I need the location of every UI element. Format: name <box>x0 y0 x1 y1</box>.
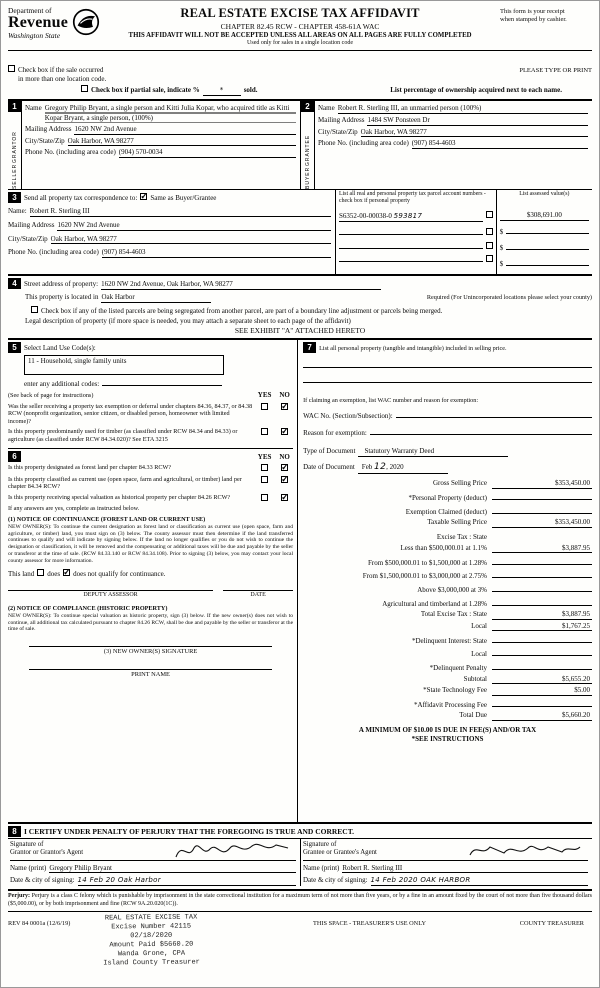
multi-location-checkbox[interactable] <box>8 65 15 72</box>
corr-name-row <box>8 207 331 217</box>
percentage-ownership-note: List percentage of ownership acquired next to each name. <box>390 86 562 95</box>
receipt-note-block <box>500 6 592 24</box>
assessed-row-1 <box>500 211 589 221</box>
legal-description-label: Legal description of property (if more space is needed, you may attach a separate sheet to each page of the affidavit) <box>25 317 351 326</box>
sec6-q2-no-checkbox[interactable] <box>281 476 288 483</box>
exemption-label: If claiming an exemption, list WAC number and reason for exemption: <box>303 396 479 404</box>
buyer-address-field[interactable]: 1484 SW Ponsteen Dr <box>367 116 588 126</box>
grantor-signature-labels: Signature of Grantor or Grantor's Agent <box>10 841 296 861</box>
continuance-qualify-row <box>8 569 293 579</box>
grantor-name-label: Name (print) <box>10 863 47 872</box>
sec6-yes-header: YES <box>257 452 272 461</box>
assessed-row-2 <box>500 225 589 237</box>
stamp-date: 02/18/2020 <box>130 931 173 941</box>
buyer-address-label: Mailing Address <box>318 115 365 124</box>
seller-address-field[interactable]: 1620 NW 2nd Avenue <box>74 125 296 135</box>
send-correspondence-label: Send all property tax correspondence to: <box>24 194 138 203</box>
multi-location-label: Check box if the sale occurred in more than one location code. <box>18 65 107 83</box>
tax-row: Subtotal $5,655.20 <box>463 674 590 683</box>
land-use-code-value: 11 - Household, single family units <box>28 356 127 365</box>
seller-csz-field[interactable]: Oak Harbor, WA 98277 <box>68 137 296 147</box>
sec6-no-header: NO <box>279 452 290 461</box>
tax-row: *Delinquent Penalty <box>303 661 592 673</box>
subtotal-value[interactable]: $5,655.20 <box>492 675 592 685</box>
same-as-buyer-checkbox[interactable] <box>140 193 147 200</box>
buyer-name-label: Name <box>318 104 335 113</box>
grantor-date-label: Date & city of signing: <box>10 876 75 885</box>
sec5-q2-no-checkbox[interactable] <box>281 428 288 435</box>
section-3-badge: 3 <box>8 192 21 203</box>
wac-label: WAC No. (Section/Subsection): <box>303 412 393 421</box>
partial-sale-percent-field[interactable]: * <box>203 86 241 96</box>
partial-sale-checkbox[interactable] <box>81 85 88 92</box>
delinquent-interest-local-value[interactable] <box>492 647 592 657</box>
street-address-label: Street address of property: <box>24 280 99 289</box>
required-county-note: Required (For Unincorporated locations please select your county) <box>426 293 592 301</box>
buyer-address-row <box>318 116 588 126</box>
receipt-note-line1: This form is your receipt <box>500 8 565 15</box>
sec6-q2-yes-checkbox[interactable] <box>261 476 268 483</box>
notice-compliance-title: (2) NOTICE OF COMPLIANCE (HISTORIC PROPERTY) <box>8 604 168 612</box>
tax-correspondence-section <box>8 190 592 276</box>
corr-address-label: Mailing Address <box>8 220 55 229</box>
grantor-signature <box>172 839 292 863</box>
corr-csz-label: City/State/Zip <box>8 234 48 243</box>
assessed-value-2-field[interactable] <box>506 225 589 234</box>
buyer-phone-label: Phone No. (including area code) <box>318 139 409 148</box>
grantee-signature-labels: Signature of Grantee or Grantee's Agent <box>303 841 588 861</box>
parcel-number-1-field[interactable]: S6352-00-00038-0 593817 <box>339 212 483 222</box>
certification-section <box>8 824 592 892</box>
delinquent-interest-state-value[interactable] <box>492 633 592 643</box>
deputy-assessor-signature-row <box>8 590 293 600</box>
form-subtitle: CHAPTER 82.45 RCW - CHAPTER 458-61A WAC <box>220 21 380 31</box>
land-does-checkbox[interactable] <box>37 569 44 576</box>
parcel-number-2-field[interactable] <box>339 226 483 235</box>
doc-date-handwritten-day: 12 <box>374 461 387 472</box>
tax-row: Taxable Selling Price $353,450.00 <box>427 518 590 527</box>
sec5-q2-yes-checkbox[interactable] <box>261 428 268 435</box>
doc-date-field[interactable]: Feb 12, 2020 <box>358 462 448 474</box>
segregated-checkbox[interactable] <box>31 306 38 313</box>
buyer-phone-field[interactable]: (907) 854-4603 <box>412 139 588 149</box>
form-header <box>8 4 592 51</box>
treasurer-stamp <box>103 913 200 969</box>
top-checkbox-area <box>8 51 592 101</box>
sec6-question-3 <box>8 494 293 503</box>
sec6-q1-yes-checkbox[interactable] <box>261 464 268 471</box>
footer <box>8 912 592 972</box>
tax-row: From $1,500,000.01 to $3,000,000 at 2.75% <box>303 569 592 581</box>
notice-compliance-body: NEW OWNER(S): To continue special valuation as historic property, sign (3) below. If the new owner(s) does not wish to continue, all additional tax calculated pursuant to chapter 84.26 RCW, shall be due and payable by the seller or transferor at the time of sale. <box>8 612 294 633</box>
assessed-value-4-field[interactable] <box>506 257 589 266</box>
doc-type-label: Type of Document <box>303 446 356 455</box>
assessed-value-3-field[interactable] <box>506 241 589 250</box>
corr-phone-label: Phone No. (including area code) <box>8 248 99 257</box>
additional-codes-field[interactable] <box>102 377 222 386</box>
corr-name-label: Name: <box>8 207 27 216</box>
grantor-date-row <box>10 876 296 886</box>
tax-row: Total Due $5,660.20 <box>459 711 590 720</box>
assessed-row-3 <box>500 241 589 253</box>
total-due-value[interactable]: $5,660.20 <box>492 711 592 721</box>
tax-row: Less than $500,000.01 at 1.1% $3,887.95 <box>400 543 590 552</box>
section-7-badge: 7 <box>303 342 316 353</box>
buyer-side-strip <box>301 101 315 189</box>
parcel-number-3-field[interactable] <box>339 240 483 249</box>
sec5-q1-yes-checkbox[interactable] <box>261 403 268 410</box>
grantor-date-city-value[interactable]: 14 Feb 20 Oak Harbor <box>78 876 296 886</box>
grantee-name-value[interactable]: Robert R. Sterling III <box>342 864 588 874</box>
county-treasurer-label: COUNTY TREASURER <box>519 919 584 927</box>
perjury-lead: Perjury: <box>8 893 30 900</box>
partial-sold-label: sold. <box>243 86 258 95</box>
corr-csz-row <box>8 235 331 245</box>
parcel-row-1 <box>339 211 493 222</box>
grantee-name-row <box>303 864 588 874</box>
additional-codes-label: enter any additional codes: <box>24 379 100 388</box>
seller-phone-row <box>25 148 296 158</box>
sec5-question-2 <box>8 428 293 444</box>
tax-row: *State Technology Fee $5.00 <box>423 685 590 694</box>
section-6-badge: 6 <box>8 451 21 462</box>
seller-grantor-vertical-label: SELLER GRANTOR <box>11 131 18 190</box>
tax-row: Total Excise Tax : State $3,887.95 <box>420 610 590 619</box>
dept-state-label: Washington State <box>8 31 61 41</box>
form-warning: THIS AFFIDAVIT WILL NOT BE ACCEPTED UNLESS ALL AREAS ON ALL PAGES ARE FULLY COMPLETED <box>128 32 472 39</box>
sec6-q3-no-checkbox[interactable] <box>281 494 288 501</box>
parties-section <box>8 101 592 190</box>
located-in-field[interactable]: Oak Harbor <box>101 293 211 303</box>
sec6-q3-yes-checkbox[interactable] <box>261 494 268 501</box>
grantee-date-row <box>303 876 588 886</box>
corr-phone-row <box>8 248 331 258</box>
left-column <box>8 340 297 822</box>
grantor-name-value[interactable]: Gregory Philip Bryant <box>49 864 296 874</box>
buyer-phone-row <box>318 139 588 149</box>
seller-csz-label: City/State/Zip <box>25 136 65 145</box>
state-technology-fee-value[interactable]: $5.00 <box>492 686 592 696</box>
parcel-3-personal-checkbox[interactable] <box>486 242 493 249</box>
section-1-badge: 1 <box>8 101 21 112</box>
dollar-sign: $ <box>499 244 504 253</box>
personal-property-field-2[interactable] <box>303 372 592 383</box>
sec6-question-2 <box>8 476 293 492</box>
stamp-treasurer-name: Wanda Grone, CPA <box>117 949 186 959</box>
dollar-sign: $ <box>499 260 504 269</box>
section-8-badge: 8 <box>8 826 21 837</box>
parcel-row-3 <box>339 240 493 249</box>
located-in-label: This property is located in <box>25 292 99 301</box>
sec6-q1-no-checkbox[interactable] <box>281 464 288 471</box>
sec6-q2-text: Is this property classified as current use (open space, farm and agricultural, or timber) land per chapter 84.34 RCW? <box>8 475 242 491</box>
taxable-selling-price-value[interactable]: $353,450.00 <box>492 518 592 528</box>
corr-csz-field[interactable]: Oak Harbor, WA 98277 <box>51 235 331 245</box>
reason-exemption-field[interactable] <box>370 426 592 435</box>
total-excise-state-value[interactable]: $3,887.95 <box>492 610 592 620</box>
buyer-name-field[interactable]: Robert R. Sterling III, an unmarried person (100%) <box>338 104 588 114</box>
does-not-label: does not qualify for continuance. <box>73 569 166 578</box>
tax-row: *Personal Property (deduct) <box>303 491 592 503</box>
form-title: REAL ESTATE EXCISE TAX AFFIDAVIT <box>180 6 420 20</box>
sec5-q2-text: Is this property predominantly used for timber (as classified under RCW 84.34 and 84.33) or agriculture (as classified under RCW 84.34.020)? See ETA 3215 <box>8 428 238 444</box>
please-type-note: PLEASE TYPE OR PRINT <box>519 66 592 74</box>
excise-tax-state-header <box>492 530 592 540</box>
grantee-signature-block <box>300 839 592 887</box>
grantee-date-city-value[interactable]: 14 Feb 2020 OAK HARBOR <box>371 876 588 886</box>
doc-date-label: Date of Document <box>303 462 355 471</box>
section-2-badge: 2 <box>301 101 314 112</box>
seller-name-row <box>25 104 296 123</box>
tax-row: Gross Selling Price $353,450.00 <box>432 479 590 488</box>
assessed-values-header: List assessed value(s) <box>519 191 570 198</box>
segregated-label: Check box if any of the listed parcels are being segregated from another parcel, are part of a boundary line adjustment or parcels being merged. <box>41 306 443 315</box>
tax-row: *Delinquent Interest: State <box>303 633 592 645</box>
seller-phone-field[interactable]: (904) 570-0034 <box>119 148 296 158</box>
grantee-name-label: Name (print) <box>303 863 340 872</box>
seller-name-field[interactable]: Gregory Philip Bryant, a single person and Kitti Julia Kopar, who acquired title as Kitti Kopar Bryant, a single person, (100%) <box>45 104 296 123</box>
tax-row: From $500,000.01 to $1,500,000 at 1.28% <box>303 555 592 567</box>
assessed-row-4 <box>500 257 589 269</box>
tax-row: Above $3,000,000 at 3% <box>303 583 592 595</box>
dor-logo-icon <box>72 8 100 36</box>
single-location-note: Used only for sales in a single location code <box>247 40 354 47</box>
treasurer-space-note: THIS SPACE - TREASURER'S USE ONLY <box>313 919 426 927</box>
seller-phone-label: Phone No. (including area code) <box>25 148 116 157</box>
buyer-csz-label: City/State/Zip <box>318 127 358 136</box>
stamp-treasurer-title: Island County Treasurer <box>103 958 200 968</box>
seller-csz-row <box>25 137 296 147</box>
reason-exemption-label: Reason for exemption: <box>303 429 367 438</box>
seller-name-label: Name <box>25 104 42 113</box>
parcel-handwritten-number: 593817 <box>393 212 423 221</box>
partial-sale-label: Check box if partial sale, indicate % <box>91 86 200 95</box>
excise-tax-table <box>303 478 592 721</box>
sec5-question-1 <box>8 403 293 426</box>
parcel-row-4 <box>339 253 493 262</box>
grantee-date-label: Date & city of signing: <box>303 876 368 885</box>
parcel-2-personal-checkbox[interactable] <box>486 228 493 235</box>
tax-row: *Affidavit Processing Fee <box>303 697 592 709</box>
corr-phone-field[interactable]: (907) 854-4603 <box>102 248 331 258</box>
tier2-tax-value[interactable] <box>492 555 592 565</box>
corr-name-field[interactable]: Robert R. Sterling III <box>30 207 331 217</box>
assessed-value-1-field[interactable]: $308,691.00 <box>500 211 589 221</box>
this-land-label: This land <box>8 569 35 578</box>
exemption-claimed-value[interactable] <box>492 505 592 515</box>
legal-description-value: SEE EXHIBIT "A" ATTACHED HERETO <box>234 326 366 336</box>
land-use-label: Select Land Use Code(s): <box>24 343 96 352</box>
section-4-badge: 4 <box>8 278 21 289</box>
tax-row: Local <box>303 647 592 659</box>
buyer-csz-field[interactable]: Oak Harbor, WA 98277 <box>361 128 588 138</box>
land-use-code-box[interactable] <box>24 355 224 375</box>
dept-revenue-label: Revenue <box>8 14 69 32</box>
tax-row: Agricultural and timberland at 1.28% <box>303 597 592 609</box>
print-name-line[interactable]: PRINT NAME <box>29 669 271 679</box>
doc-type-field[interactable]: Statutory Warranty Deed <box>358 447 508 457</box>
dept-of-label: Department of <box>8 6 52 15</box>
tier1-tax-value[interactable]: $3,887.95 <box>492 544 592 554</box>
see-back-note: (See back of page for instructions) <box>8 392 94 400</box>
sec6-question-1 <box>8 464 293 473</box>
perjury-statement <box>8 891 592 912</box>
does-label: does <box>47 569 61 578</box>
seller-side-strip <box>8 101 22 189</box>
buyer-section <box>300 101 592 189</box>
seller-address-row <box>25 125 296 135</box>
parcel-numbers-header: List all real and personal property tax parcel account numbers - check box if personal property <box>339 191 486 205</box>
main-columns <box>8 340 592 824</box>
stamp-title: REAL ESTATE EXCISE TAX <box>104 913 198 923</box>
perjury-text: Perjury is a class C felony which is punishable by imprisonment in the state correctional institution for a maximum term of not more than five years, or by a fine in an amount fixed by the court of not more than five thousand dollars ($5,000.00), or by both imprisonment and fine (RCW 9A.20.020(1C)). <box>8 893 592 907</box>
dollar-sign: $ <box>499 228 504 237</box>
wac-field[interactable] <box>396 409 592 418</box>
affidavit-processing-fee-value[interactable] <box>492 697 592 707</box>
tax-row: Exemption Claimed (deduct) <box>303 505 592 517</box>
notice-continuance-title: (1) NOTICE OF CONTINUANCE (FOREST LAND OR CURRENT USE) <box>8 516 206 524</box>
gross-selling-price-value[interactable]: $353,450.00 <box>492 479 592 489</box>
deputy-date-line[interactable]: DATE <box>223 590 293 600</box>
sec6-q1-text: Is this property designated as forest land per chapter 84.33 RCW? <box>8 464 172 472</box>
if-yes-note: If any answers are yes, complete as instructed below. <box>8 505 140 513</box>
receipt-note-line2: when stamped by cashier. <box>500 16 567 24</box>
land-does-not-checkbox[interactable] <box>63 569 70 576</box>
personal-property-deduct-value[interactable] <box>492 491 592 501</box>
tax-row: Excise Tax : State <box>303 530 592 542</box>
stamp-amount-paid: Amount Paid $5660.20 <box>109 940 194 950</box>
see-instructions-note: *SEE INSTRUCTIONS <box>411 734 484 743</box>
grantee-signature <box>464 839 584 863</box>
sec5-q1-text: Was the seller receiving a property tax exemption or deferral under chapters 84.36, 84.37, or 84.38 RCW (nonprofit organization, senior citizen, or disabled person, homeowner with limited income)? <box>8 402 253 426</box>
parcel-1-personal-checkbox[interactable] <box>486 211 493 218</box>
personal-property-field-1[interactable] <box>303 357 592 368</box>
deputy-assessor-line[interactable]: DEPUTY ASSESSOR <box>8 590 213 600</box>
agricultural-tax-value[interactable] <box>492 597 592 607</box>
section-5-badge: 5 <box>8 342 21 353</box>
sec6-q3-text: Is this property receiving special valuation as historical property per chapter 84.26 RCW? <box>8 493 231 501</box>
buyer-grantee-vertical-label: BUYER GRANTEE <box>304 134 311 190</box>
new-owner-signature-line[interactable]: (3) NEW OWNER(S) SIGNATURE <box>29 646 271 656</box>
minimum-due-note: A MINIMUM OF $10.00 IS DUE IN FEE(S) AND/OR TAX <box>358 725 537 734</box>
notice-continuance-body: NEW OWNER(S): To continue the current designation as forest land or classification as current use (open space, farm and agriculture, or timber) land, you must sign on (3) below. The county assessor must then determine if the land transferred continues to qualify and will indicate by signing below. If the land no longer qualifies or you do not wish to continue the designation or classification, it will be removed and the compensating or additional taxes will be due and payable by the seller or transferor at the time of sale. (RCW 84.33.140 or RCW 84.34.108). Prior to signing (3) below, you may contact your local county assessor for more information. <box>8 523 294 564</box>
parcel-4-personal-checkbox[interactable] <box>486 255 493 262</box>
sec5-q1-no-checkbox[interactable] <box>281 403 288 410</box>
tier3-tax-value[interactable] <box>492 569 592 579</box>
form-revision-number: REV 84 0001a (12/6/19) <box>8 919 71 927</box>
dor-logo-block <box>8 6 100 41</box>
certify-statement: I CERTIFY UNDER PENALTY OF PERJURY THAT THE FOREGOING IS TRUE AND CORRECT. <box>24 826 355 836</box>
parcel-number-4-field[interactable] <box>339 253 483 262</box>
delinquent-penalty-value[interactable] <box>492 661 592 671</box>
buyer-name-row <box>318 104 588 114</box>
grantor-signature-block <box>8 839 300 887</box>
personal-property-label: List all personal property (tangible and intangible) included in selling price. <box>319 344 507 352</box>
street-address-field[interactable]: 1620 NW 2nd Avenue, Oak Harbor, WA 98277 <box>101 280 381 290</box>
same-as-buyer-label: Same as Buyer/Grantee <box>150 194 217 203</box>
corr-address-row <box>8 221 331 231</box>
corr-address-field[interactable]: 1620 NW 2nd Avenue <box>57 221 331 231</box>
total-excise-local-value[interactable]: $1,767.25 <box>492 622 592 632</box>
seller-address-label: Mailing Address <box>25 124 72 133</box>
title-block <box>106 6 494 48</box>
stamp-excise-number: Excise Number 42115 <box>111 922 192 932</box>
right-column <box>297 340 592 822</box>
parcel-row-2 <box>339 226 493 235</box>
tier4-tax-value[interactable] <box>492 583 592 593</box>
sec5-no-header: NO <box>279 391 290 400</box>
property-address-section <box>8 276 592 339</box>
sec5-yes-header: YES <box>257 391 272 400</box>
grantor-name-row <box>10 864 296 874</box>
seller-section <box>8 101 300 189</box>
tax-row: Local $1,767.25 <box>471 621 590 630</box>
buyer-csz-row <box>318 128 588 138</box>
